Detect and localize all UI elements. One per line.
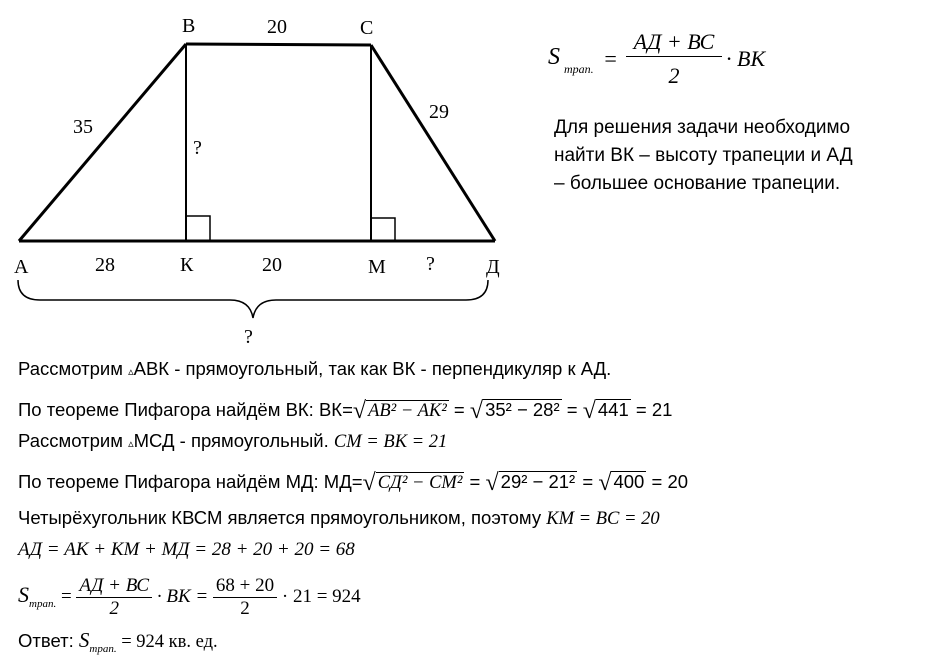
right-angle-mark-m: [371, 218, 395, 241]
area-formula: [546, 20, 786, 100]
radicand-cd-cm: СД² − CM²: [377, 473, 463, 493]
line5-equation: KM = BC = 20: [546, 509, 660, 529]
solution-line-4: [18, 468, 688, 496]
point-label-m: М: [368, 256, 386, 278]
solution-line-7: [18, 568, 361, 622]
formula-numerator: АД + ВС: [626, 28, 722, 57]
label-km: 20: [262, 254, 282, 276]
line3-text-a: Рассмотрим: [18, 430, 129, 451]
fraction-2: [213, 575, 277, 620]
formula-sub: трап.: [564, 62, 594, 76]
line2-eq-1: =: [448, 399, 470, 420]
solution-line-2: [18, 396, 672, 424]
answer-line: [18, 626, 218, 654]
line2-eq-3: = 21: [630, 399, 673, 420]
sqrt-sign: √: [598, 470, 612, 496]
line4-eq-1: =: [464, 471, 486, 492]
line4-text-a: По теореме Пифагора найдём МД: МД=: [18, 471, 363, 492]
solution-line-1: [18, 355, 611, 383]
label-bc: 20: [267, 16, 287, 38]
point-label-c: С: [360, 17, 374, 39]
point-label-k: К: [180, 254, 194, 276]
formula-tail: · ВК: [726, 46, 766, 71]
sqrt-sign: √: [469, 398, 484, 424]
sqrt-sign: √: [362, 470, 376, 496]
line7-end: · 21 = 924: [277, 586, 361, 607]
right-angle-mark-k: [186, 216, 210, 241]
line2-eq-2: =: [561, 399, 583, 420]
answer-sub: трап.: [89, 643, 117, 655]
line4-eq-3: = 20: [646, 471, 689, 492]
line2-text-a: По теореме Пифагора найдём ВК: ВК=: [18, 399, 353, 420]
formula-denominator: 2: [668, 63, 680, 88]
line7-eq: =: [56, 586, 77, 607]
triangle-symbol: ▵: [128, 366, 134, 378]
label-bk: ?: [193, 137, 202, 159]
line7-mid: · ВК =: [152, 586, 213, 607]
line5-text-a: Четырёхугольник КВСМ является прямоугольником, поэтому: [18, 507, 547, 528]
area-sub: трап.: [29, 598, 57, 610]
fraction-1-num: АД + ВС: [76, 575, 152, 598]
sqrt-sign: √: [485, 470, 499, 496]
side-ab: [19, 44, 186, 241]
point-label-a: А: [14, 256, 29, 278]
side-cd: [371, 45, 495, 241]
fraction-1: [76, 575, 152, 620]
brace-ad: [18, 280, 488, 318]
label-md: ?: [426, 253, 435, 275]
fraction-1-den: 2: [109, 598, 120, 620]
radicand-441: 441: [597, 399, 629, 420]
label-ad: ?: [244, 326, 253, 348]
radicand-ab-ak: AB² − AK²: [368, 401, 447, 421]
sqrt-sign: √: [582, 398, 596, 424]
line3-text-b: МСД - прямоугольный.: [133, 430, 334, 451]
formula-s: S: [548, 44, 560, 70]
formula-eq: =: [603, 46, 618, 71]
label-ab: 35: [73, 116, 93, 138]
fraction-2-num: 68 + 20: [213, 575, 277, 598]
answer-s: S: [78, 628, 90, 652]
area-s: S: [18, 582, 29, 607]
triangle-symbol: ▵: [128, 438, 134, 450]
line1-text-a: Рассмотрим: [18, 358, 129, 379]
radicand-29-21: 29² − 21²: [500, 471, 576, 492]
answer-label: Ответ:: [18, 630, 79, 651]
line1-text-b: АВК - прямоугольный, так как ВК - перпендикуляр к АД.: [133, 358, 612, 379]
radicand-35-28: 35² − 28²: [485, 399, 560, 420]
point-label-d: Д: [486, 256, 500, 278]
label-ak: 28: [95, 254, 115, 276]
solution-line-5: [18, 504, 660, 532]
fraction-2-den: 2: [240, 598, 250, 620]
task-note: Для решения задачи необходимо найти ВК – высоту трапеции и АД – большее основание трапеции.: [554, 117, 853, 194]
sqrt-sign: √: [352, 398, 367, 424]
answer-value: = 924 кв. ед.: [116, 632, 218, 652]
solution-line-6: АД = АК + КМ + МД = 28 + 20 + 20 = 68: [18, 539, 355, 560]
radicand-400: 400: [613, 471, 645, 492]
solution-line-3: [18, 427, 447, 455]
point-label-b: В: [182, 15, 196, 37]
line4-eq-2: =: [577, 471, 599, 492]
line3-equation: CM = BK = 21: [333, 432, 448, 452]
label-cd: 29: [429, 101, 449, 123]
side-bc: [186, 44, 371, 45]
